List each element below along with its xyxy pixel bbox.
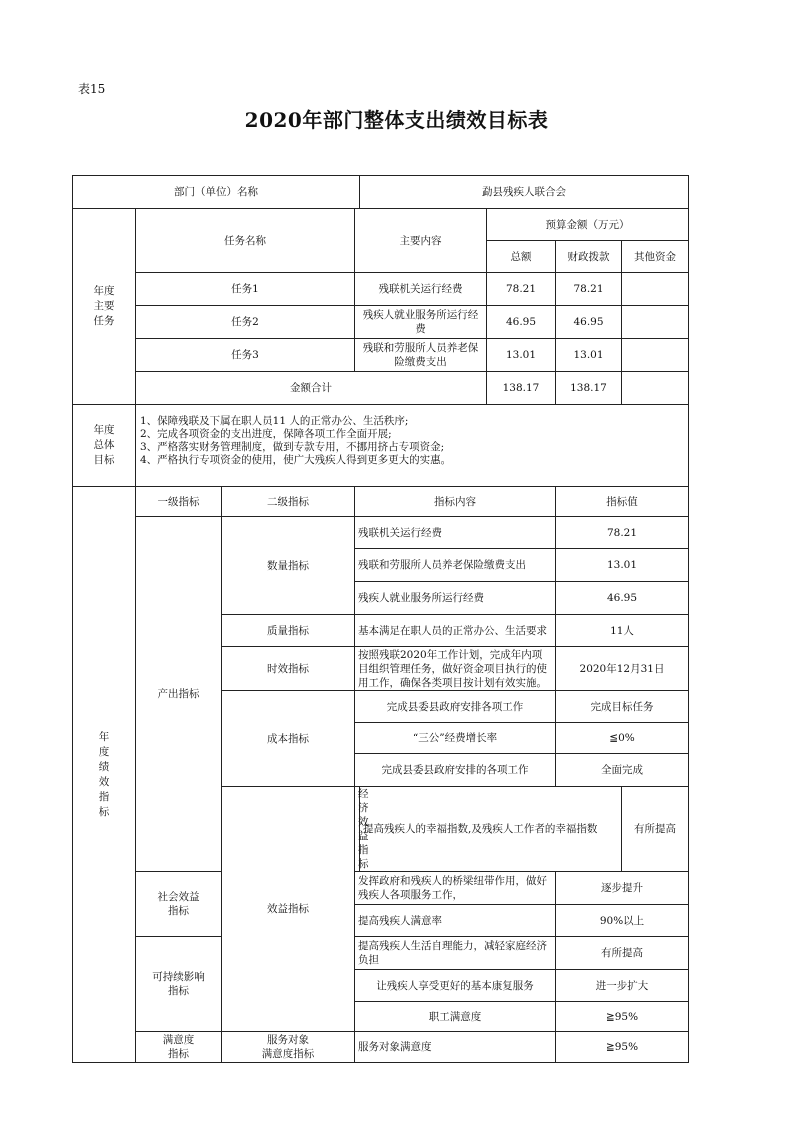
task-content: 残联机关运行经费 bbox=[355, 273, 487, 306]
task-name: 任务3 bbox=[136, 339, 355, 372]
indicator-content: 让残疾人享受更好的基本康复服务 bbox=[355, 970, 556, 1002]
indicator-value: 全面完成 bbox=[556, 754, 689, 787]
indicator-content: 完成县委县政府安排各项工作 bbox=[355, 691, 556, 723]
task-content: 残疾人就业服务所运行经费 bbox=[355, 306, 487, 339]
level2-header: 二级指标 bbox=[222, 487, 355, 517]
level1-header: 一级指标 bbox=[136, 487, 222, 517]
indicator-row bbox=[73, 937, 689, 970]
task-row bbox=[73, 339, 689, 372]
indicator-value: 有所提高 bbox=[622, 787, 689, 872]
quality-indicator-label: 质量指标 bbox=[222, 615, 355, 647]
indicator-header-row bbox=[73, 487, 689, 517]
task-total: 13.01 bbox=[487, 339, 556, 372]
dept-row bbox=[73, 176, 689, 209]
indicator-content-header: 指标内容 bbox=[355, 487, 556, 517]
sum-other bbox=[622, 372, 689, 405]
indicator-value: 进一步扩大 bbox=[556, 970, 689, 1002]
budget-header: 预算金额（万元） bbox=[487, 209, 689, 241]
goal-line: 2、完成各项资金的支出进度，保障各项工作全面开展; bbox=[140, 428, 392, 440]
indicator-content: 残联机关运行经费 bbox=[355, 517, 556, 549]
overall-goals-text bbox=[136, 405, 689, 487]
sum-fiscal: 138.17 bbox=[556, 372, 622, 405]
goal-line: 4、严格执行专项资金的使用，使广大残疾人得到更多更大的实惠。 bbox=[140, 454, 452, 466]
dept-label: 部门（单位）名称 bbox=[73, 176, 360, 209]
task-fiscal: 13.01 bbox=[556, 339, 622, 372]
benefit-indicator-label: 效益指标 bbox=[222, 787, 355, 1032]
task-content: 残联和劳服所人员养老保险缴费支出 bbox=[355, 339, 487, 372]
dept-value: 勐县残疾人联合会 bbox=[360, 176, 689, 209]
sum-total: 138.17 bbox=[487, 372, 556, 405]
indicator-content: 服务对象满意度 bbox=[355, 1032, 556, 1063]
overall-goals-row bbox=[73, 405, 689, 487]
sustainable-impact-label: 可持续影响 指标 bbox=[136, 937, 222, 1032]
table-number: 表15 bbox=[78, 82, 106, 96]
performance-table-wrapper bbox=[72, 175, 689, 1063]
service-satisfaction-label: 服务对象 满意度指标 bbox=[222, 1032, 355, 1063]
task-total: 46.95 bbox=[487, 306, 556, 339]
total-header: 总额 bbox=[487, 241, 556, 273]
task-name: 任务1 bbox=[136, 273, 355, 306]
fiscal-header: 财政拨款 bbox=[556, 241, 622, 273]
task-other bbox=[622, 273, 689, 306]
indicator-content: “三公”经费增长率 bbox=[355, 723, 556, 754]
indicator-value: ≧95% bbox=[556, 1032, 689, 1063]
timeliness-indicator-label: 时效指标 bbox=[222, 647, 355, 691]
task-total: 78.21 bbox=[487, 273, 556, 306]
indicator-value: 2020年12月31日 bbox=[556, 647, 689, 691]
annual-performance-label: 年 度 绩 效 指 标 bbox=[73, 487, 136, 1063]
indicator-value: 逐步提升 bbox=[556, 872, 689, 905]
indicator-value: 有所提高 bbox=[556, 937, 689, 970]
sum-label: 金额合计 bbox=[136, 372, 487, 405]
satisfaction-indicator-label: 满意度 指标 bbox=[136, 1032, 222, 1063]
goal-line: 1、保障残联及下属在职人员11 人的正常办公、生活秩序; bbox=[140, 415, 409, 427]
indicator-row bbox=[73, 1032, 689, 1063]
task-name: 任务2 bbox=[136, 306, 355, 339]
indicator-value: 完成目标任务 bbox=[556, 691, 689, 723]
overall-goals-label: 年度 总体 目标 bbox=[73, 405, 136, 487]
annual-tasks-label: 年度 主要 任务 bbox=[73, 209, 136, 405]
indicator-row bbox=[73, 517, 689, 549]
indicator-content: 基本满足在职人员的正常办公、生活要求 bbox=[355, 615, 556, 647]
other-header: 其他资金 bbox=[622, 241, 689, 273]
task-other bbox=[622, 339, 689, 372]
economic-benefit-label: 经济效益 指标 bbox=[355, 787, 360, 872]
task-fiscal: 78.21 bbox=[556, 273, 622, 306]
indicator-content: 完成县委县政府安排的各项工作 bbox=[355, 754, 556, 787]
social-benefit-label: 社会效益 指标 bbox=[136, 872, 222, 937]
task-name-header: 任务名称 bbox=[136, 209, 355, 273]
indicator-value: 90%以上 bbox=[556, 905, 689, 937]
indicator-value: 78.21 bbox=[556, 517, 689, 549]
cost-indicator-label: 成本指标 bbox=[222, 691, 355, 787]
quantity-indicator-label: 数量指标 bbox=[222, 517, 355, 615]
output-indicator-label: 产出指标 bbox=[136, 517, 222, 872]
indicator-value: 11人 bbox=[556, 615, 689, 647]
performance-goal-table bbox=[72, 175, 689, 1063]
task-fiscal: 46.95 bbox=[556, 306, 622, 339]
indicator-row bbox=[73, 872, 689, 905]
indicator-value: 13.01 bbox=[556, 549, 689, 582]
indicator-content: 发挥政府和残疾人的桥梁纽带作用，做好残疾人各项服务工作， bbox=[355, 872, 556, 905]
indicator-content: 职工满意度 bbox=[355, 1002, 556, 1032]
indicator-content: 提高残疾人满意率 bbox=[355, 905, 556, 937]
indicator-content: 残疾人就业服务所运行经费 bbox=[355, 582, 556, 615]
page-title: 2020年部门整体支出绩效目标表 bbox=[244, 108, 549, 132]
sum-row bbox=[73, 372, 689, 405]
indicator-content: 提高残疾人生活自理能力，减轻家庭经济负担 bbox=[355, 937, 556, 970]
goal-line: 3、严格落实财务管理制度，做到专款专用，不挪用挤占专项资金; bbox=[140, 441, 445, 453]
indicator-content: 提高残疾人的幸福指数,及残疾人工作者的幸福指数 bbox=[360, 787, 622, 872]
task-row bbox=[73, 306, 689, 339]
indicator-value: ≦0% bbox=[556, 723, 689, 754]
task-header-row bbox=[73, 209, 689, 241]
indicator-content: 按照残联2020年工作计划，完成年内项目组织管理任务，做好资金项目执行的使用工作，确保各类项目按计划有效实施。 bbox=[355, 647, 556, 691]
indicator-value-header: 指标值 bbox=[556, 487, 689, 517]
main-content-header: 主要内容 bbox=[355, 209, 487, 273]
indicator-value: 46.95 bbox=[556, 582, 689, 615]
task-row bbox=[73, 273, 689, 306]
indicator-content: 残联和劳服所人员养老保险缴费支出 bbox=[355, 549, 556, 582]
task-other bbox=[622, 306, 689, 339]
indicator-value: ≧95% bbox=[556, 1002, 689, 1032]
